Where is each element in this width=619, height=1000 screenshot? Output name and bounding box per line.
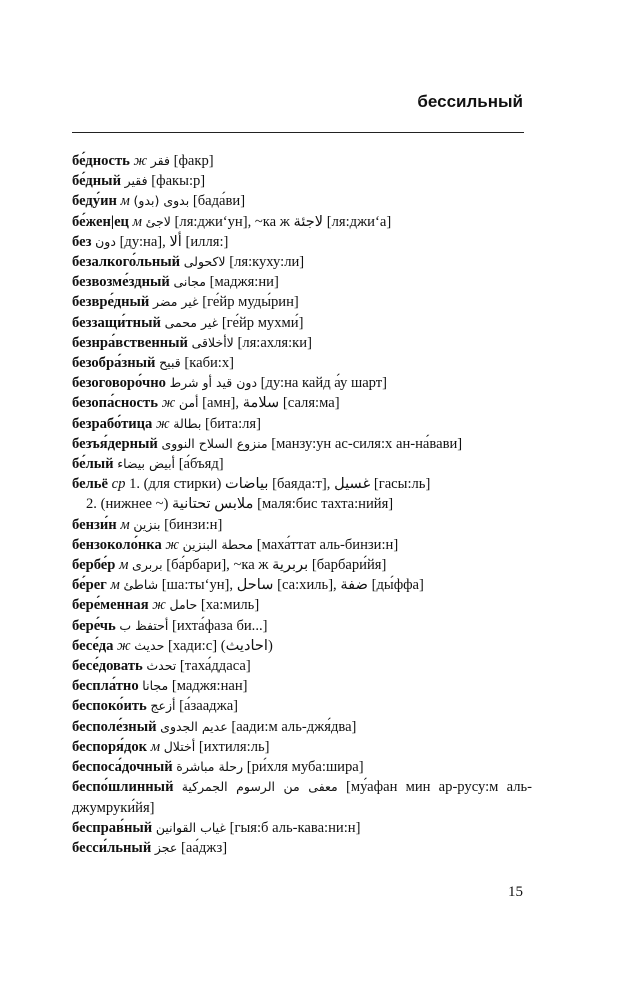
headword: бесполе́зный xyxy=(72,718,157,735)
arabic-translation: بنزين xyxy=(133,516,161,532)
arabic-translation: أختلال xyxy=(163,738,196,754)
transcription: [хади:с] (احاديث) xyxy=(167,637,273,654)
transcription: 1. (для стирки) بياضات [баяда:т], غسيل [гасы:ль] xyxy=(129,476,431,493)
transcription: [таха́ддаса] xyxy=(179,658,251,675)
arabic-translation: معفى من الرسوم الجمركية xyxy=(181,779,338,795)
headword: беззащи́тный xyxy=(72,314,161,331)
dictionary-entry xyxy=(72,656,532,676)
dictionary-entry xyxy=(72,515,532,535)
transcription: [ихта́фаза би...] xyxy=(171,617,268,634)
arabic-translation: غياب القوانين xyxy=(155,819,226,835)
dictionary-entry xyxy=(72,313,532,333)
dictionary-entry xyxy=(72,535,532,555)
dictionary-entry xyxy=(72,272,532,292)
transcription: [ду:на кайд а́у шарт] xyxy=(260,375,388,392)
gender-label: м xyxy=(120,193,130,210)
dictionary-entry xyxy=(72,696,532,716)
page-number: 15 xyxy=(508,884,523,900)
headword: без xyxy=(72,233,92,250)
arabic-translation: رحلة مباشرة xyxy=(176,759,244,775)
headword: беспо́шлинный xyxy=(72,779,174,796)
headword: бе́дный xyxy=(72,173,121,190)
arabic-translation: أزعج xyxy=(150,698,176,714)
transcription: [ри́хля муба:шира] xyxy=(246,759,364,776)
dictionary-entry xyxy=(72,292,532,312)
transcription: [маджя:ни] xyxy=(209,274,279,291)
gender-label: ж xyxy=(156,415,170,432)
arabic-translation: أحتفظ ب xyxy=(119,617,169,633)
arabic-translation: فقر xyxy=(150,153,170,168)
headword: безвре́дный xyxy=(72,294,150,311)
transcription: [гыя:б аль-кава:ни:н] xyxy=(229,819,361,836)
arabic-translation: شاطئ xyxy=(123,577,159,593)
gender-label: ж xyxy=(117,637,131,654)
headword: бесе́да xyxy=(72,637,114,654)
dictionary-entry xyxy=(72,717,532,737)
transcription: [ля:джи‘ун], ~ка ж لاجئة [ля:джи‘а] xyxy=(174,213,392,230)
arabic-translation: بربرى xyxy=(132,557,163,573)
arabic-translation: دون قيد أو شرط xyxy=(169,375,258,391)
headword: бензоколо́нка xyxy=(72,536,162,553)
dictionary-entry xyxy=(72,636,532,656)
transcription: [а́зааджа] xyxy=(179,698,239,715)
gender-label: м xyxy=(119,557,129,574)
dictionary-entry xyxy=(72,777,532,817)
dictionary-entry xyxy=(72,434,532,454)
arabic-translation: فقير xyxy=(124,173,148,189)
transcription: [му́афан мин ар-русу:м аль-джумруки́йя] xyxy=(72,779,532,816)
arabic-translation: تحدث xyxy=(146,658,177,674)
dictionary-entry xyxy=(72,838,532,858)
transcription: [маджя:нан] xyxy=(171,678,248,695)
headword: бере́чь xyxy=(72,617,116,634)
arabic-translation: محطة البنزين xyxy=(182,536,254,552)
dictionary-entry xyxy=(72,616,532,636)
transcription: [маха́ттат аль-бинзи:н] xyxy=(256,536,399,553)
headword: бе́лый xyxy=(72,456,114,473)
gender-label: ж xyxy=(133,153,148,169)
arabic-translation: أمن xyxy=(178,395,199,411)
arabic-translation: مجانا xyxy=(142,678,169,694)
arabic-translation: قبيح xyxy=(159,355,181,371)
headword: бельё xyxy=(72,476,108,493)
headword: беспоко́ить xyxy=(72,698,147,715)
dictionary-entry xyxy=(72,494,532,514)
dictionary-entry xyxy=(72,252,532,272)
dictionary-entry xyxy=(72,454,532,474)
headword: бере́менная xyxy=(72,597,149,614)
headword: беспла́тно xyxy=(72,678,139,695)
transcription: [ге́йр мухми́] xyxy=(221,314,304,331)
arabic-translation: أبيض بيضاء xyxy=(117,456,176,472)
gender-label: м xyxy=(150,738,161,755)
headword: бензи́н xyxy=(72,516,117,533)
gender-label: ср xyxy=(111,476,126,493)
headword: беспоса́дочный xyxy=(72,759,173,776)
headword: бе́дность xyxy=(72,153,130,169)
transcription: [ду:на], ألا [илля:] xyxy=(119,233,229,250)
dictionary-entry xyxy=(72,212,532,232)
arabic-translation: حديث xyxy=(134,637,165,653)
transcription: 2. (нижнее ~) ملابس تحتانية [маля:бис тахта:нийя] xyxy=(86,496,394,513)
headword: бесси́льный xyxy=(72,839,152,856)
dictionary-entry xyxy=(72,393,532,413)
transcription: [ха:миль] xyxy=(200,597,260,614)
gender-label: ж xyxy=(165,536,179,553)
dictionary-entry xyxy=(72,353,532,373)
headword: безвозме́здный xyxy=(72,274,170,291)
arabic-translation: عجز xyxy=(154,839,178,855)
arabic-translation: غير مضر xyxy=(152,294,199,310)
dictionary-entry xyxy=(72,191,532,211)
headword: бесправ́ный xyxy=(72,819,153,836)
arabic-translation: عديم الجدوى xyxy=(160,718,228,734)
headword: бе́жен|ец xyxy=(72,213,129,230)
headword: безобра́зный xyxy=(72,355,156,372)
headword: бербе́р xyxy=(72,557,116,574)
gender-label: м xyxy=(110,577,120,594)
arabic-translation: منزوع السلاح النووى xyxy=(161,435,268,451)
dictionary-entry xyxy=(72,171,532,191)
dictionary-entries xyxy=(72,151,532,858)
dictionary-entry xyxy=(72,575,532,595)
dictionary-entry xyxy=(72,414,532,434)
dictionary-entry xyxy=(72,232,532,252)
headword: безъя́дерный xyxy=(72,435,158,452)
arabic-translation: بطالة xyxy=(173,415,202,431)
dictionary-entry xyxy=(72,757,532,777)
transcription: [аа́джз] xyxy=(181,839,228,856)
dictionary-entry xyxy=(72,737,532,757)
transcription: [манзу:ун ас-силя:х ан-на́вави] xyxy=(271,435,463,452)
arabic-translation: لاكحولى xyxy=(183,254,226,270)
arabic-translation: لاأخلاقى xyxy=(191,334,234,350)
transcription: [каби:х] xyxy=(184,355,235,372)
transcription: [бита:ля] xyxy=(204,415,262,432)
gender-label: ж xyxy=(161,395,176,412)
dictionary-entry xyxy=(72,151,532,171)
running-head: бессильный xyxy=(417,92,523,111)
headword: беду́ин xyxy=(72,193,117,210)
transcription: [бада́ви] xyxy=(192,193,246,210)
dictionary-entry xyxy=(72,474,532,494)
headword: бе́рег xyxy=(72,577,107,594)
dictionary-entry xyxy=(72,333,532,353)
transcription: [ша:ты‘ун], ساحل [са:хиль], ضفة [ды́ффа] xyxy=(161,577,424,594)
gender-label: м xyxy=(132,213,142,230)
transcription: [ля:ахля:ки] xyxy=(237,334,312,351)
arabic-translation: حامل xyxy=(169,597,198,613)
arabic-translation: دون xyxy=(95,233,116,249)
gender-label: ж xyxy=(152,597,166,614)
headword: бесе́довать xyxy=(72,658,143,675)
arabic-translation: مجانى xyxy=(173,274,206,290)
transcription: [амн], سلامة [саля:ма] xyxy=(202,395,340,412)
dictionary-entry xyxy=(72,595,532,615)
dictionary-entry xyxy=(72,818,532,838)
arabic-translation: بدوى (بدو) xyxy=(133,193,190,209)
headword: безопа́сность xyxy=(72,395,158,412)
transcription: [бинзи:н] xyxy=(164,516,223,533)
dictionary-entry xyxy=(72,555,532,575)
transcription: [ихтиля:ль] xyxy=(198,738,270,755)
headword: безалкого́льный xyxy=(72,254,181,271)
headword: безоговоро́чно xyxy=(72,375,166,392)
header-rule xyxy=(72,132,524,133)
transcription: [ге́йр муды́рин] xyxy=(202,294,299,311)
headword: беспоря́док xyxy=(72,738,148,755)
headword: безрабо́тица xyxy=(72,415,153,432)
transcription: [а́бъяд] xyxy=(178,456,224,473)
dictionary-entry xyxy=(72,373,532,393)
transcription: [аади:м аль-джя́два] xyxy=(231,718,357,735)
headword: безнра́вственный xyxy=(72,334,188,351)
gender-label: м xyxy=(120,516,130,533)
dictionary-entry xyxy=(72,676,532,696)
transcription: [факы:р] xyxy=(151,173,206,190)
transcription: [ба́рбари], ~ка ж بربرية [барбари́йя] xyxy=(166,557,387,574)
transcription: [факр] xyxy=(173,153,214,169)
arabic-translation: لاجئ xyxy=(145,213,171,229)
arabic-translation: غير محمى xyxy=(164,314,219,330)
transcription: [ля:куху:ли] xyxy=(229,254,305,271)
